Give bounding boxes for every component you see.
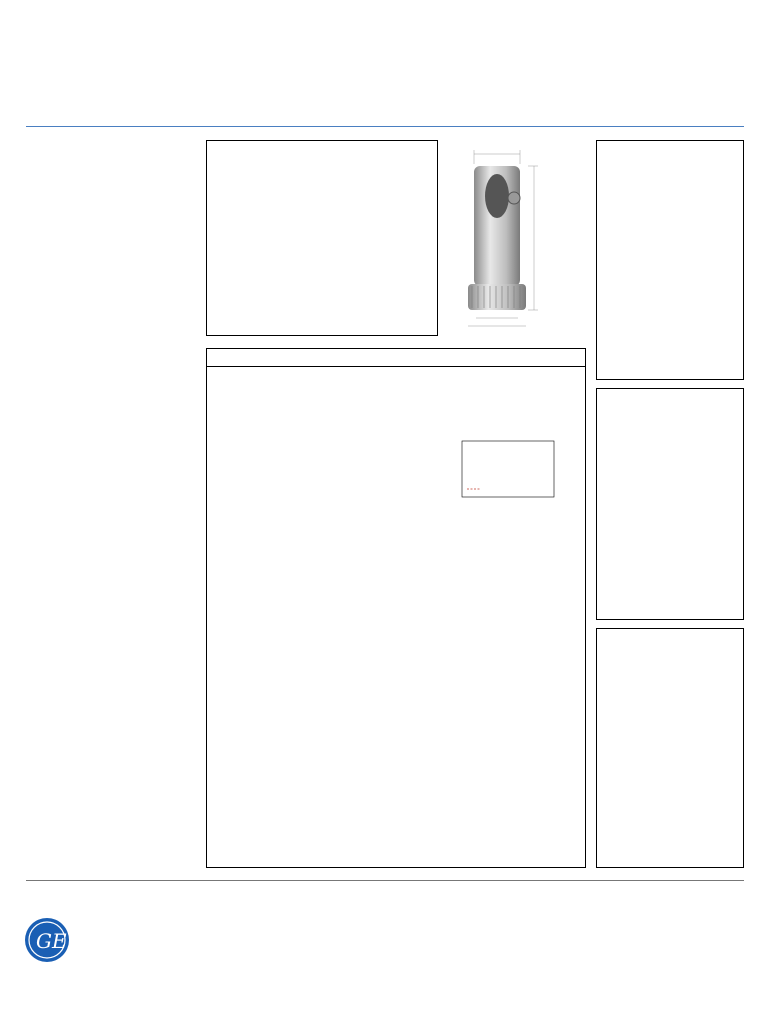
probe-slot	[485, 174, 509, 218]
impedance-panel	[596, 628, 744, 868]
footer-rule	[26, 880, 744, 881]
probe-base	[468, 284, 526, 310]
rf-signal-chart	[597, 141, 745, 381]
spectrum-chart	[597, 389, 745, 621]
probe-drawing	[448, 138, 588, 348]
avg-chart	[207, 349, 587, 869]
impedance-chart	[597, 629, 745, 869]
svg-text:GE: GE	[36, 929, 67, 953]
spectrum-panel	[596, 388, 744, 620]
avg-diagram-box	[206, 348, 586, 868]
ge-logo	[24, 906, 70, 986]
rf-signal-panel	[596, 140, 744, 380]
connector-icon	[508, 192, 520, 204]
header-rule	[26, 126, 744, 127]
datasheet-box	[206, 140, 438, 336]
